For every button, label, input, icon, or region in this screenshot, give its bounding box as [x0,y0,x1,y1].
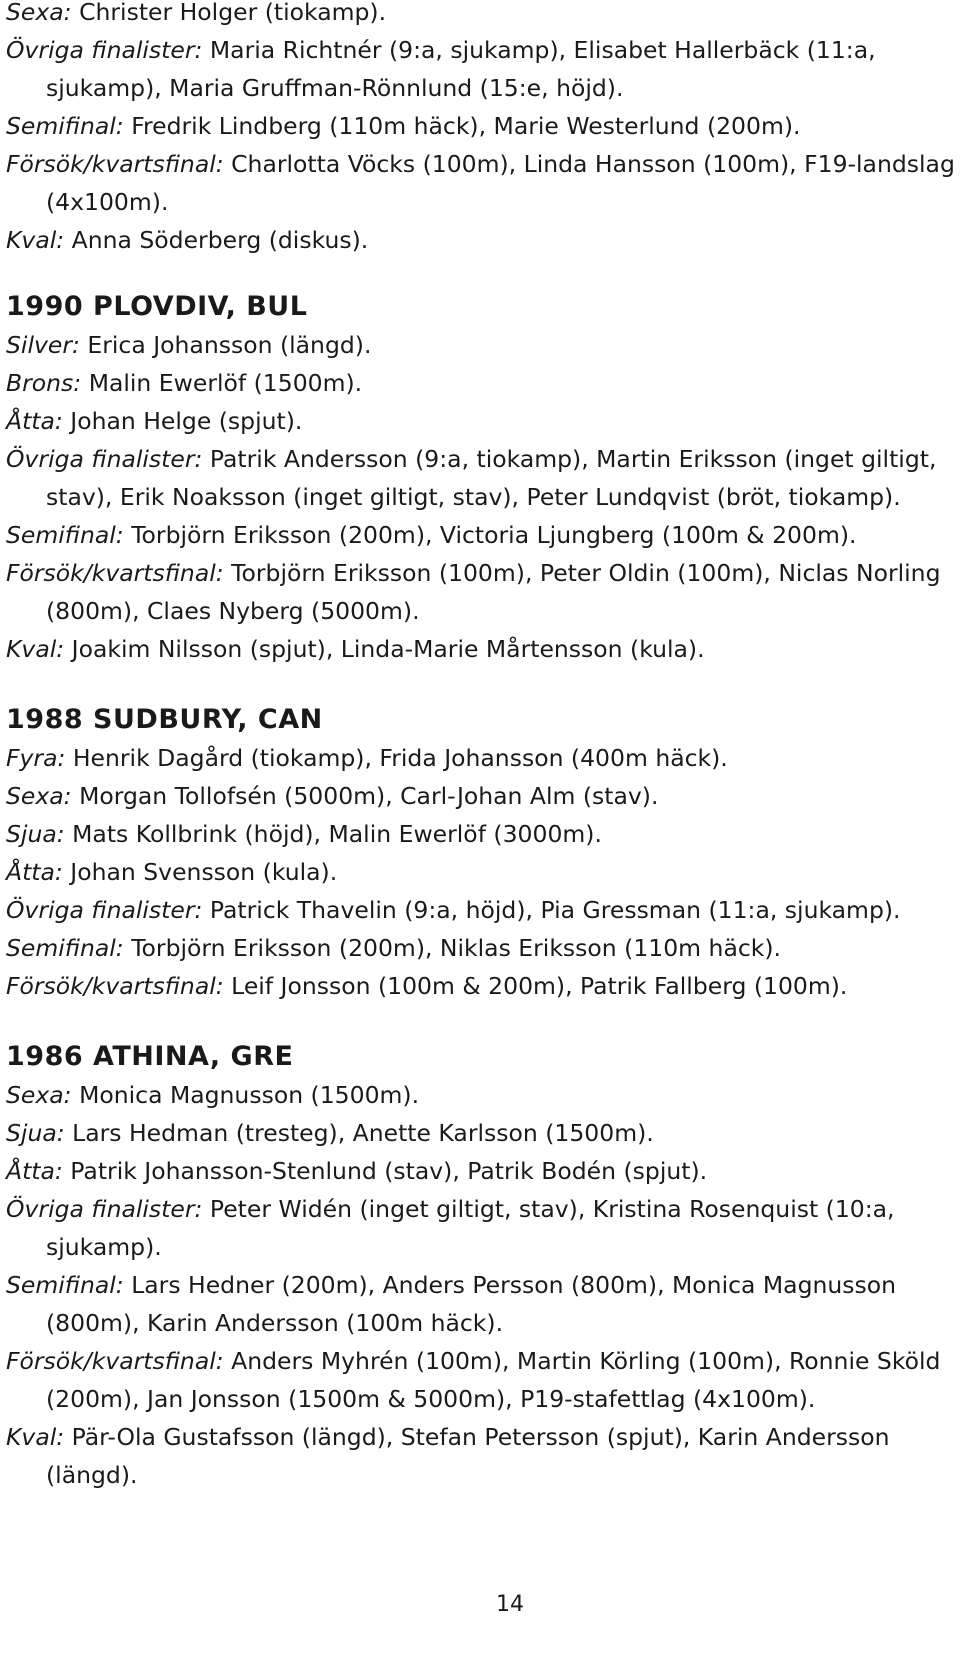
result-text: Mats Kollbrink (höjd), Malin Ewerlöf (3000m). [64,820,602,848]
result-entry [6,891,956,929]
result-text: Joakim Nilsson (spjut), Linda-Marie Mårtensson (kula). [64,635,705,663]
placing-label: Åtta: [6,1157,63,1185]
result-entry [6,777,956,815]
result-entry [6,31,956,107]
section-1986-athina [6,1038,956,1494]
result-text: Anders Myhrén (100m), Martin Körling (100m), Ronnie Sköld (200m), Jan Jonsson (1500m & 5000m), P19-stafettlag (4x100m). [46,1347,941,1413]
result-entry [6,402,956,440]
result-entry [6,967,956,1005]
result-text: Peter Widén (inget giltigt, stav), Kristina Rosenquist (10:a, sjukamp). [46,1195,895,1261]
result-entry [6,440,956,516]
result-text: Malin Ewerlöf (1500m). [81,369,363,397]
placing-label: Övriga finalister: [6,445,203,473]
section-1992-continued [6,0,956,259]
result-entry [6,853,956,891]
placing-label: Sexa: [6,1081,72,1109]
placing-label: Försök/kvartsfinal: [6,1347,224,1375]
result-entry [6,1152,956,1190]
placing-label: Sjua: [6,820,65,848]
placing-label: Åtta: [6,858,63,886]
result-entry [6,739,956,777]
result-text: Johan Svensson (kula). [62,858,338,886]
result-text: Patrik Andersson (9:a, tiokamp), Martin Eriksson (inget giltigt, stav), Erik Noaksson (inget giltigt, stav), Peter Lundqvist (bröt, tiokamp). [46,445,937,511]
result-entry [6,1114,956,1152]
result-text: Leif Jonsson (100m & 200m), Patrik Fallberg (100m). [223,972,848,1000]
section-1990-plovdiv [6,288,956,668]
document-page [6,0,956,1494]
result-text: Monica Magnusson (1500m). [71,1081,420,1109]
section-heading: 1986 ATHINA, GRE [6,1041,294,1072]
section-heading: 1988 SUDBURY, CAN [6,704,323,735]
result-entry [6,1342,956,1418]
result-entry [6,0,956,31]
placing-label: Kval: [6,226,65,254]
placing-label: Försök/kvartsfinal: [6,559,224,587]
result-text: Patrick Thavelin (9:a, höjd), Pia Gressman (11:a, sjukamp). [202,896,901,924]
result-entry [6,815,956,853]
placing-label: Kval: [6,1423,65,1451]
result-text: Charlotta Vöcks (100m), Linda Hansson (100m), F19-landslag (4x100m). [46,150,955,216]
result-entry [6,107,956,145]
result-text: Johan Helge (spjut). [62,407,303,435]
placing-label: Sjua: [6,1119,65,1147]
result-text: Pär-Ola Gustafsson (längd), Stefan Petersson (spjut), Karin Andersson (längd). [46,1423,890,1489]
placing-label: Semifinal: [6,112,124,140]
placing-label: Sexa: [6,0,72,26]
placing-label: Övriga finalister: [6,1195,203,1223]
result-text: Torbjörn Eriksson (200m), Niklas Eriksson (110m häck). [123,934,782,962]
result-text: Morgan Tollofsén (5000m), Carl-Johan Alm (stav). [71,782,659,810]
result-entry [6,221,956,259]
result-entry [6,145,956,221]
result-text: Henrik Dagård (tiokamp), Frida Johansson (400m häck). [65,744,728,772]
result-text: Anna Söderberg (diskus). [64,226,369,254]
placing-label: Övriga finalister: [6,36,203,64]
result-entry [6,630,956,668]
placing-label: Sexa: [6,782,72,810]
result-text: Lars Hedman (tresteg), Anette Karlsson (1500m). [64,1119,654,1147]
result-text: Patrik Johansson-Stenlund (stav), Patrik Bodén (spjut). [62,1157,708,1185]
placing-label: Brons: [6,369,82,397]
result-entry [6,554,956,630]
page-number: 14 [496,1592,524,1617]
result-text: Lars Hedner (200m), Anders Persson (800m), Monica Magnusson (800m), Karin Andersson (100m häck). [46,1271,897,1337]
placing-label: Silver: [6,331,80,359]
result-entry [6,1190,956,1266]
section-heading: 1990 PLOVDIV, BUL [6,291,308,322]
result-text: Torbjörn Eriksson (100m), Peter Oldin (100m), Niclas Norling (800m), Claes Nyberg (5000m). [46,559,941,625]
result-text: Maria Richtnér (9:a, sjukamp), Elisabet Hallerbäck (11:a, sjukamp), Maria Gruffman-Rönnlund (15:e, höjd). [46,36,876,102]
result-entry [6,1418,956,1494]
result-text: Christer Holger (tiokamp). [71,0,387,26]
placing-label: Fyra: [6,744,66,772]
placing-label: Åtta: [6,407,63,435]
result-text: Torbjörn Eriksson (200m), Victoria Ljungberg (100m & 200m). [123,521,857,549]
placing-label: Semifinal: [6,1271,124,1299]
result-text: Erica Johansson (längd). [79,331,372,359]
placing-label: Kval: [6,635,65,663]
placing-label: Försök/kvartsfinal: [6,972,224,1000]
result-entry [6,516,956,554]
placing-label: Semifinal: [6,934,124,962]
section-1988-sudbury [6,701,956,1005]
result-entry [6,326,956,364]
result-entry [6,1076,956,1114]
placing-label: Semifinal: [6,521,124,549]
placing-label: Övriga finalister: [6,896,203,924]
result-entry [6,364,956,402]
placing-label: Försök/kvartsfinal: [6,150,224,178]
result-text: Fredrik Lindberg (110m häck), Marie Westerlund (200m). [123,112,801,140]
result-entry [6,929,956,967]
result-entry [6,1266,956,1342]
